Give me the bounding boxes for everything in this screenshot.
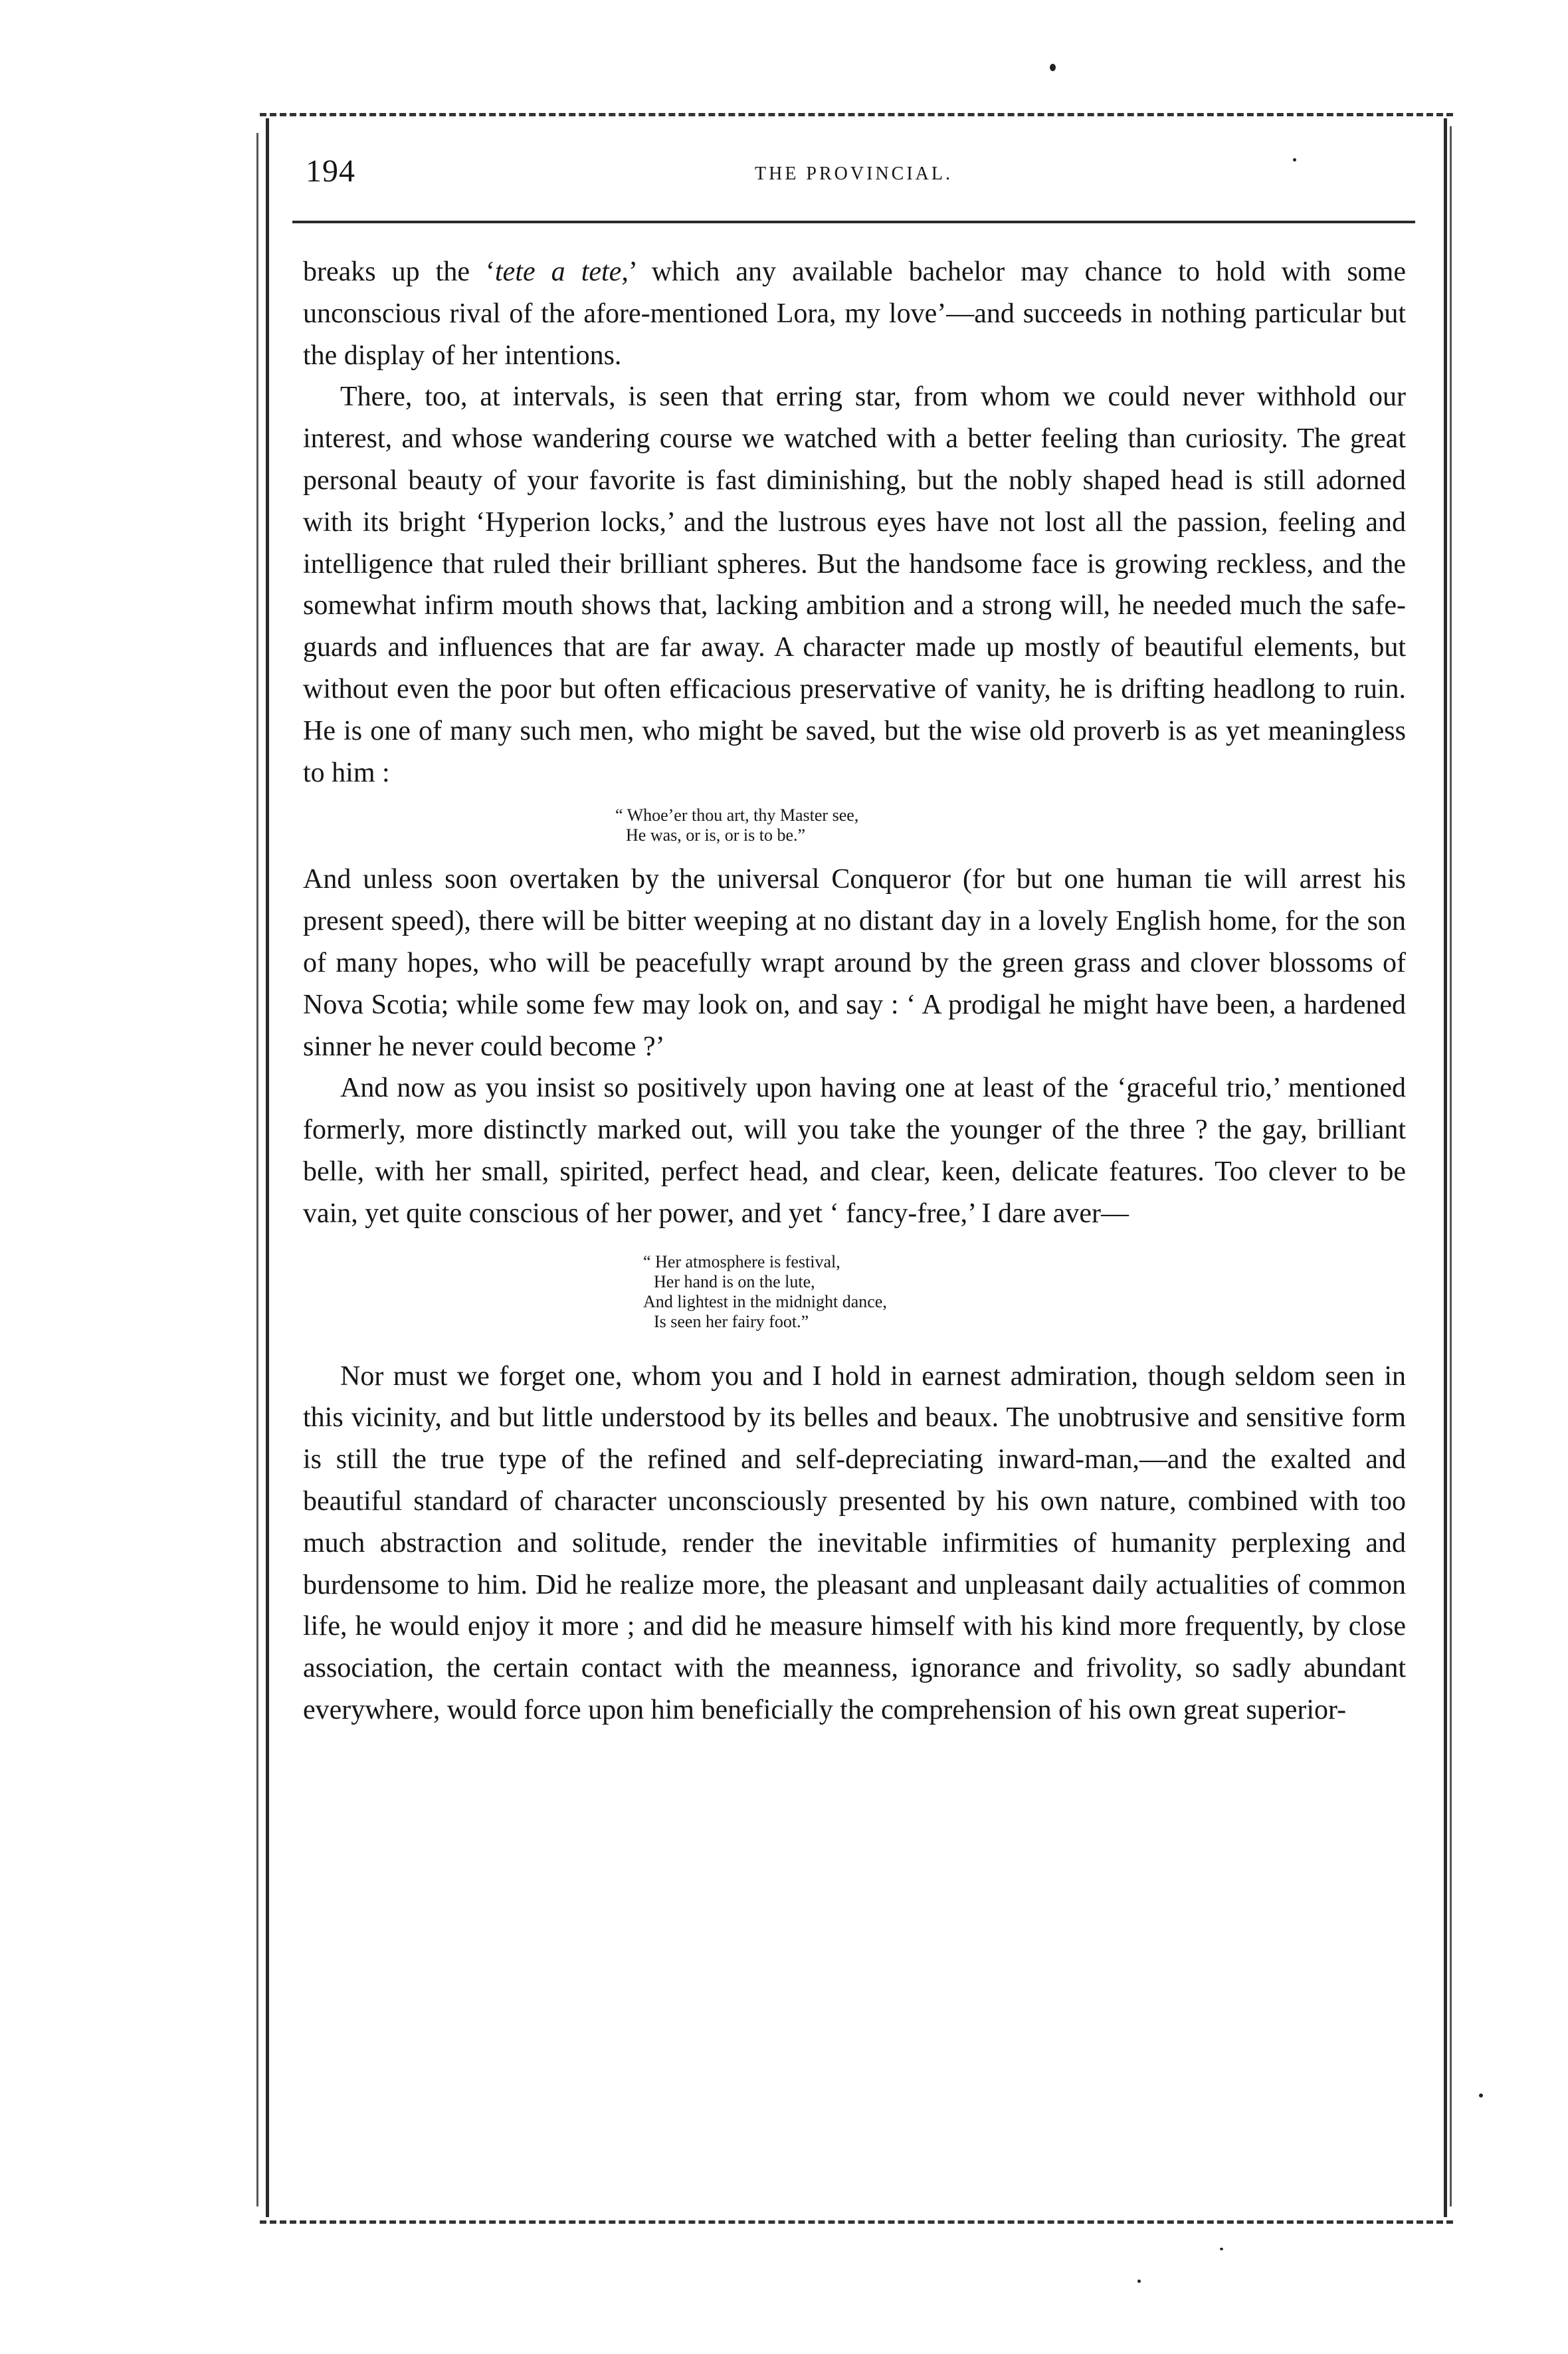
verse-quote xyxy=(303,805,1406,845)
verse-line: “ Her atmosphere is festival, xyxy=(643,1251,840,1271)
verse-line: Is seen her fairy foot.” xyxy=(654,1311,809,1331)
page-header xyxy=(292,148,1415,223)
page-number: 194 xyxy=(306,154,355,189)
verse-line: He was, or is, or is to be.” xyxy=(626,825,806,845)
ink-speck xyxy=(1479,2093,1483,2097)
italic-phrase: tete a tete, xyxy=(495,257,629,287)
paragraph: Nor must we forget one, whom you and I hold in earnest admiration, though seldom seen in this vicinity, and but little understood by its belles and beaux. The unobtrusive and sensitive form is still the true type of the refined and self-depreciating inward-man,—and the exalted and beautiful standard of character unconsciously presented by his own nature, combined with too much abstraction and solitude, render the inevitable infirmities of humanity perplexing and burdensome to him. Did he realize more, the pleasant and unpleasant daily actualities of common life, he would enjoy it more ; and did he measure himself with his kind more frequently, by close association, the certain contact with the meanness, ignorance and frivolity, so sadly abundant everywhere, would force upon him beneficially the comprehension of his own great superior- xyxy=(303,1360,1406,1725)
ink-speck xyxy=(1050,64,1056,71)
paragraph-text: ’ which any available bachelor may chance to hold with some unconscious rival of the afore-mentioned Lora, my love’—and succeeds in nothing particular but the display of her intentions. xyxy=(303,257,1406,371)
paragraph-text: breaks up the ‘ xyxy=(303,257,496,287)
page-border-outer-left xyxy=(256,133,258,2206)
verse-quote xyxy=(303,1252,1406,1332)
verse-line: And lightest in the midnight dance, xyxy=(643,1291,887,1311)
page-border-outer-right xyxy=(1450,126,1452,2206)
ink-speck xyxy=(1220,2248,1223,2250)
running-title: THE PROVINCIAL. xyxy=(755,163,953,184)
paragraph: There, too, at intervals, is seen that erring star, from whom we could never withhold our interest, and whose wandering course we watched with a better feeling than curiosity. The great personal beauty of your favorite is fast diminishing, but the nobly shaped head is still adorned with its bright ‘Hyperion locks,’ and the lustrous eyes have not lost all the passion, feeling and intelligence that ruled their brilliant spheres. But the handsome face is growing reckless, and the somewhat infirm mouth shows that, lacking ambition and a strong will, he needed much the safe-guards and influences that are far away. A character made up mostly of beautiful elements, but without even the poor but often efficacious preservative of vanity, he is drifting headlong to ruin. He is one of many such men, who might be saved, but the wise old proverb is as yet meaningless to him : xyxy=(303,381,1406,788)
verse-line: “ Whoe’er thou art, thy Master see, xyxy=(615,805,859,825)
ink-speck xyxy=(1137,2280,1141,2283)
verse-line: Her hand is on the lute, xyxy=(654,1271,815,1291)
paragraph: And unless soon overtaken by the universal Conqueror (for but one human tie will arrest his present speed), there will be bitter weeping at no distant day in a lovely English home, for the son of many hopes, who will be peacefully wrapt around by the green grass and clover blossoms of Nova Scotia; while some few may look on, and say : ‘ A prodigal he might have been, a hardened sinner he never could become ?’ xyxy=(303,864,1406,1062)
body-text xyxy=(303,251,1406,1731)
paragraph: And now as you insist so positively upon having one at least of the ‘graceful trio,’ mentioned formerly, more distinctly marked out, will you take the younger of the three ? the gay, brilliant belle, with her small, spirited, perfect head, and clear, keen, delicate features. Too clever to be vain, yet quite conscious of her power, and yet ‘ fancy-free,’ I dare aver— xyxy=(303,1073,1406,1229)
paragraph xyxy=(303,251,1406,376)
